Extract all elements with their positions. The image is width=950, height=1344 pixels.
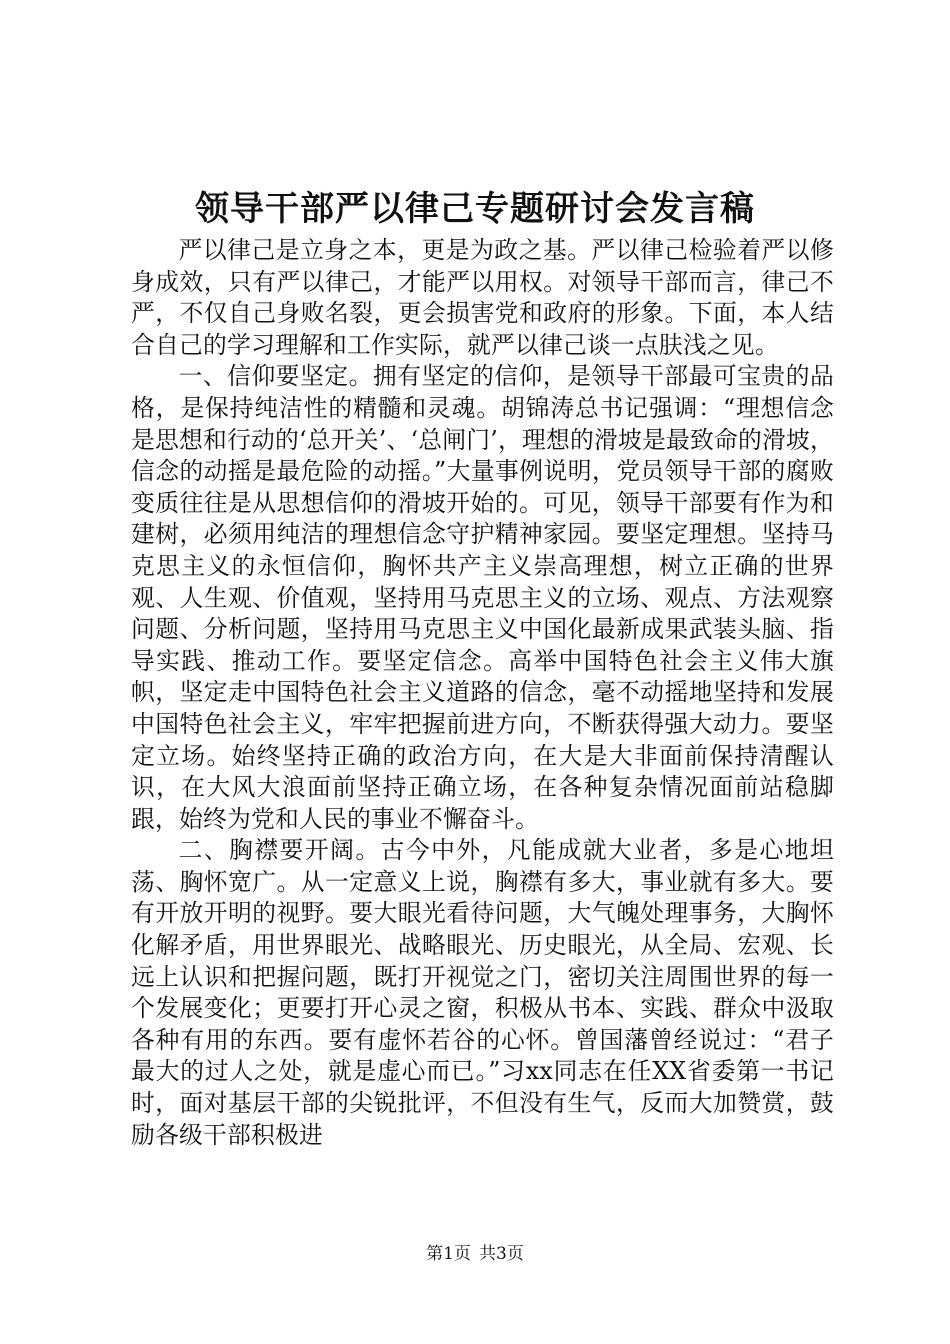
paragraph-section-one: 一、信仰要坚定。拥有坚定的信仰，是领导干部最可宝贵的品格，是保持纯洁性的精髓和灵魂。胡锦涛总书记强调：“理想信念是思想和行动的‘总开关’、‘总闸门’，理想的滑坡是最致命的滑坡，信念的动摇是最危险的动摇。”大量事例说明，党员领导干部的腐败变质往往是从思想信仰的滑坡开始的。可见，领导干部要有作为和建树，必须用纯洁的理想信念守护精神家园。要坚定理想。坚持马克思主义的永恒信仰，胸怀共产主义崇高理想，树立正确的世界观、人生观、价值观，坚持用马克思主义的立场、观点、方法观察问题、分析问题，坚持用马克思主义中国化最新成果武装头脑、指导实践、推动工作。要坚定信念。高举中国特色社会主义伟大旗帜，坚定走中国特色社会主义道路的信念，毫不动摇地坚持和发展中国特色社会主义，牢牢把握前进方向，不断获得强大动力。要坚定立场。始终坚持正确的政治方向，在大是大非面前保持清醒认识，在大风大浪面前坚持正确立场，在各种复杂情况面前站稳脚跟，始终为党和人民的事业不懈奋斗。 [131, 362, 834, 833]
document-title: 领导干部严以律己专题研讨会发言稿 [195, 189, 755, 229]
document-body [131, 235, 834, 1151]
page-number: 第1页 [426, 1244, 471, 1264]
paragraph-intro: 严以律己是立身之本，更是为政之基。严以律己检验着严以修身成效，只有严以律己，才能严以用权。对领导干部而言，律己不严，不仅自己身败名裂，更会损害党和政府的形象。下面，本人结合自己的学习理解和工作实际，就严以律己谈一点肤浅之见。 [131, 236, 834, 359]
page-total: 共3页 [479, 1244, 524, 1264]
paragraph-section-two: 二、胸襟要开阔。古今中外，凡能成就大业者，多是心地坦荡、胸怀宽广。从一定意义上说，胸襟有多大，事业就有多大。要有开放开明的视野。要大眼光看待问题，大气魄处理事务，大胸怀化解矛盾，用世界眼光、战略眼光、历史眼光，从全局、宏观、长远上认识和把握问题，既打开视觉之门，密切关注周围世界的每一个发展变化；更要打开心灵之窗，积极从书本、实践、群众中汲取各种有用的东西。要有虚怀若谷的心怀。曾国藩曾经说过：“君子最大的过人之处，就是虚心而已。”习xx同志在任XX省委第一书记时，面对基层干部的尖锐批评，不但没有生气，反而大加赞赏，鼓励各级干部积极进 [131, 836, 834, 1149]
page-footer [0, 1242, 950, 1266]
